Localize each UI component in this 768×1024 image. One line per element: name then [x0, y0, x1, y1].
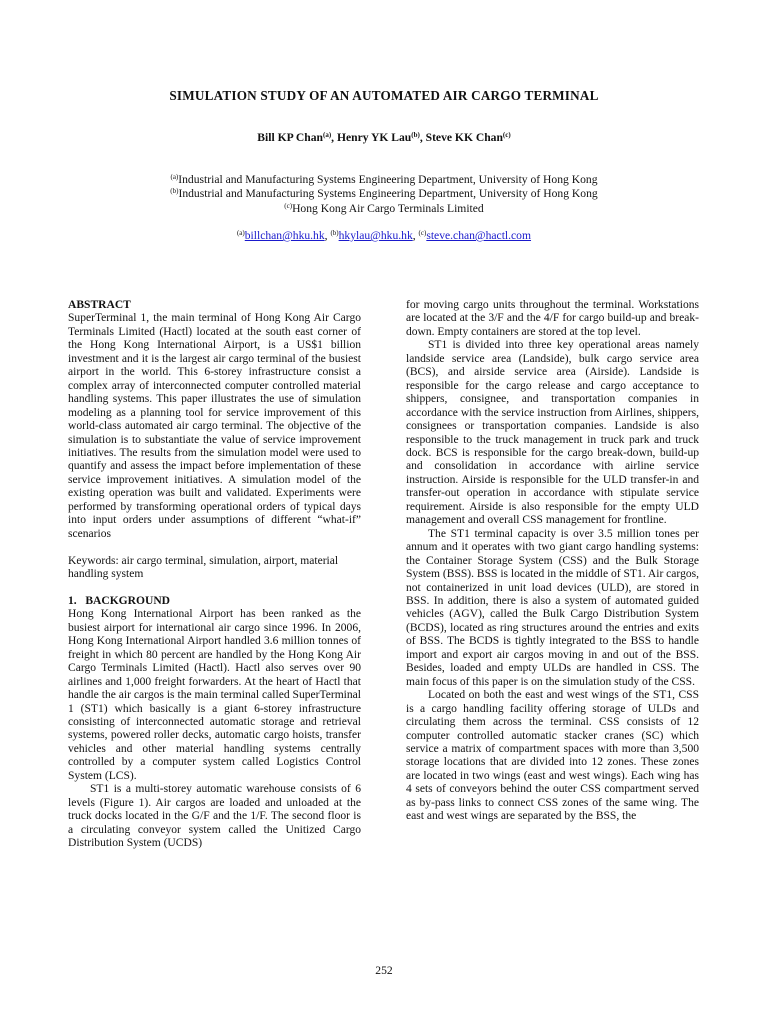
- section-heading: 1. BACKGROUND: [68, 594, 170, 607]
- author-name: Bill KP Chan: [257, 131, 323, 144]
- author-mark: (b): [411, 131, 420, 139]
- paragraph: ST1 is a multi-storey automatic warehouse consists of 6 levels (Figure 1). Air cargos are loaded and unloaded at the truck docks located in the G/F and the 1/F. The second floor is a circulating conveyor system called the Unitized Cargo Distribution System (UCDS): [68, 783, 361, 850]
- author-name: Steve KK Chan: [425, 131, 503, 144]
- abstract-heading: ABSTRACT: [68, 299, 131, 311]
- right-column: [406, 299, 699, 824]
- author-list: Bill KP Chan$^{(a)}$, Henry YK Lau$^{(b)}$, Steve KK Chan$^{(c)}$: [257, 131, 511, 144]
- left-column: [68, 299, 361, 851]
- affiliation-list: [0, 173, 768, 216]
- email-list: $^{(a)}$billchan@hku.hk, $^{(b)}$hkylau@hku.hk, $^{(c)}$steve.chan@hactl.com: [236, 229, 532, 242]
- paragraph: ST1 is divided into three key operational areas namely landside service area (Landside), bulk cargo service area (BCS), and airside service area (Airside). Landside is responsible for the cargo release and cargo acceptance to shippers, consignee, and transportation companies in accordance with the service instruction from Airlines, shippers, consignees or transportation companies. Landside is also responsible to the truck management in truck park and truck dock. BCS is responsible for the cargo break-down, build-up and consolidation in accordance with airline service instruction. Airside is responsible for the ULD transfer-in and transfer-out operation in accordance with stipulate service requirement. Airside is also responsible for the empty ULD management and overall CSS management for frontline.: [406, 339, 699, 527]
- paper-title: SIMULATION STUDY OF AN AUTOMATED AIR CARGO TERMINAL: [169, 88, 599, 103]
- paragraph: Located on both the east and west wings of the ST1, CSS is a cargo handling facility offering storage of ULDs and circulating them across the terminal. CSS consists of 12 computer controlled automatic stacker cranes (SC) which service a matrix of compartment spaces with more than 3,500 storage locations that are divided into 12 zones. These zones are located in two wings (east and west wings). Each wing has 4 sets of conveyors behind the outer CSS compartment served as by-pass links to connect CSS zones of the same wing. The east and west wings are separated by the BSS, the: [406, 689, 699, 823]
- page-number: 252: [375, 964, 393, 977]
- keywords: Keywords: air cargo terminal, simulation, airport, material handling system: [68, 554, 339, 581]
- email-link[interactable]: steve.chan@hactl.com: [426, 229, 532, 242]
- author-mark: (c): [502, 131, 511, 139]
- email-link[interactable]: hkylau@hku.hk: [338, 229, 413, 242]
- author-mark: (a): [323, 131, 332, 139]
- email-link[interactable]: billchan@hku.hk: [244, 229, 325, 242]
- affiliation: $^{(b)}$Industrial and Manufacturing Systems Engineering Department, University of Hong Kong: [170, 187, 598, 201]
- paragraph: Hong Kong International Airport has been ranked as the busiest airport for international air cargo since 1996. In 2006, Hong Kong International Airport handled 3.6 million tonnes of freight in which 80 percent are handled by the Hong Kong Air Cargo Terminals Limited (Hactl). Hactl also serves over 90 airlines and 1,000 freight forwarders. At the heart of Hactl that handle the air cargos is the main terminal called SuperTerminal 1 (ST1) which basically is a giant 6-storey infrastructure consisting of interconnected automatic storage and retrieval systems, powered roller decks, automatic cargo hoists, transfer vehicles and other material handling systems centrally controlled by a computer system called Logistics Control System (LCS).: [68, 608, 361, 782]
- paragraph: The ST1 terminal capacity is over 3.5 million tones per annum and it operates with two giant cargo handling systems: the Container Storage System (CSS) and the Bulk Storage System (BSS). BSS is located in the middle of ST1. Air cargos, not containerized in unit load devices (ULD), are stored in BSS. In addition, there is also a system of automated guided vehicles (AGV), called the Bulk Cargo Distribution System (BCDS), located as ring structures around the entries and exits of BSS. The BCDS is tightly integrated to the BSS to handle import and export air cargos moving in and out of the BSS. Besides, loaded and empty ULDs are handled in CSS. The main focus of this paper is on the simulation study of the CSS.: [406, 527, 699, 688]
- author-name: Henry YK Lau: [336, 131, 412, 144]
- affiliation: $^{(c)}$Hong Kong Air Cargo Terminals Limited: [284, 201, 484, 215]
- abstract-text: SuperTerminal 1, the main terminal of Hong Kong Air Cargo Terminals Limited (Hactl) located at the south east corner of the Hong Kong International Airport, is a US$1 billion investment and it is the largest air cargo terminal of the busiest airport in the world. This 6-storey infrastructure consist a complex array of interconnected computer controlled material handling systems. This paper illustrates the use of simulation modeling as a planning tool for service improvement of this world-class automated air cargo terminal. The objective of the simulation is to substantiate the value of service improvement initiatives. The results from the simulation model were used to quantify and assess the impact before implementation of these service improvement initiatives. A simulation model of the existing operation was built and validated. Experiments were performed by transforming operational orders of typical days into input orders under assumptions of different “what-if” scenarios: [68, 312, 361, 540]
- paragraph: for moving cargo units throughout the terminal. Workstations are located at the 3/F and the 4/F for cargo build-up and break-down. Empty containers are stored at the top level.: [406, 299, 699, 338]
- affiliation: $^{(a)}$Industrial and Manufacturing Systems Engineering Department, University of Hong Kong: [170, 173, 598, 186]
